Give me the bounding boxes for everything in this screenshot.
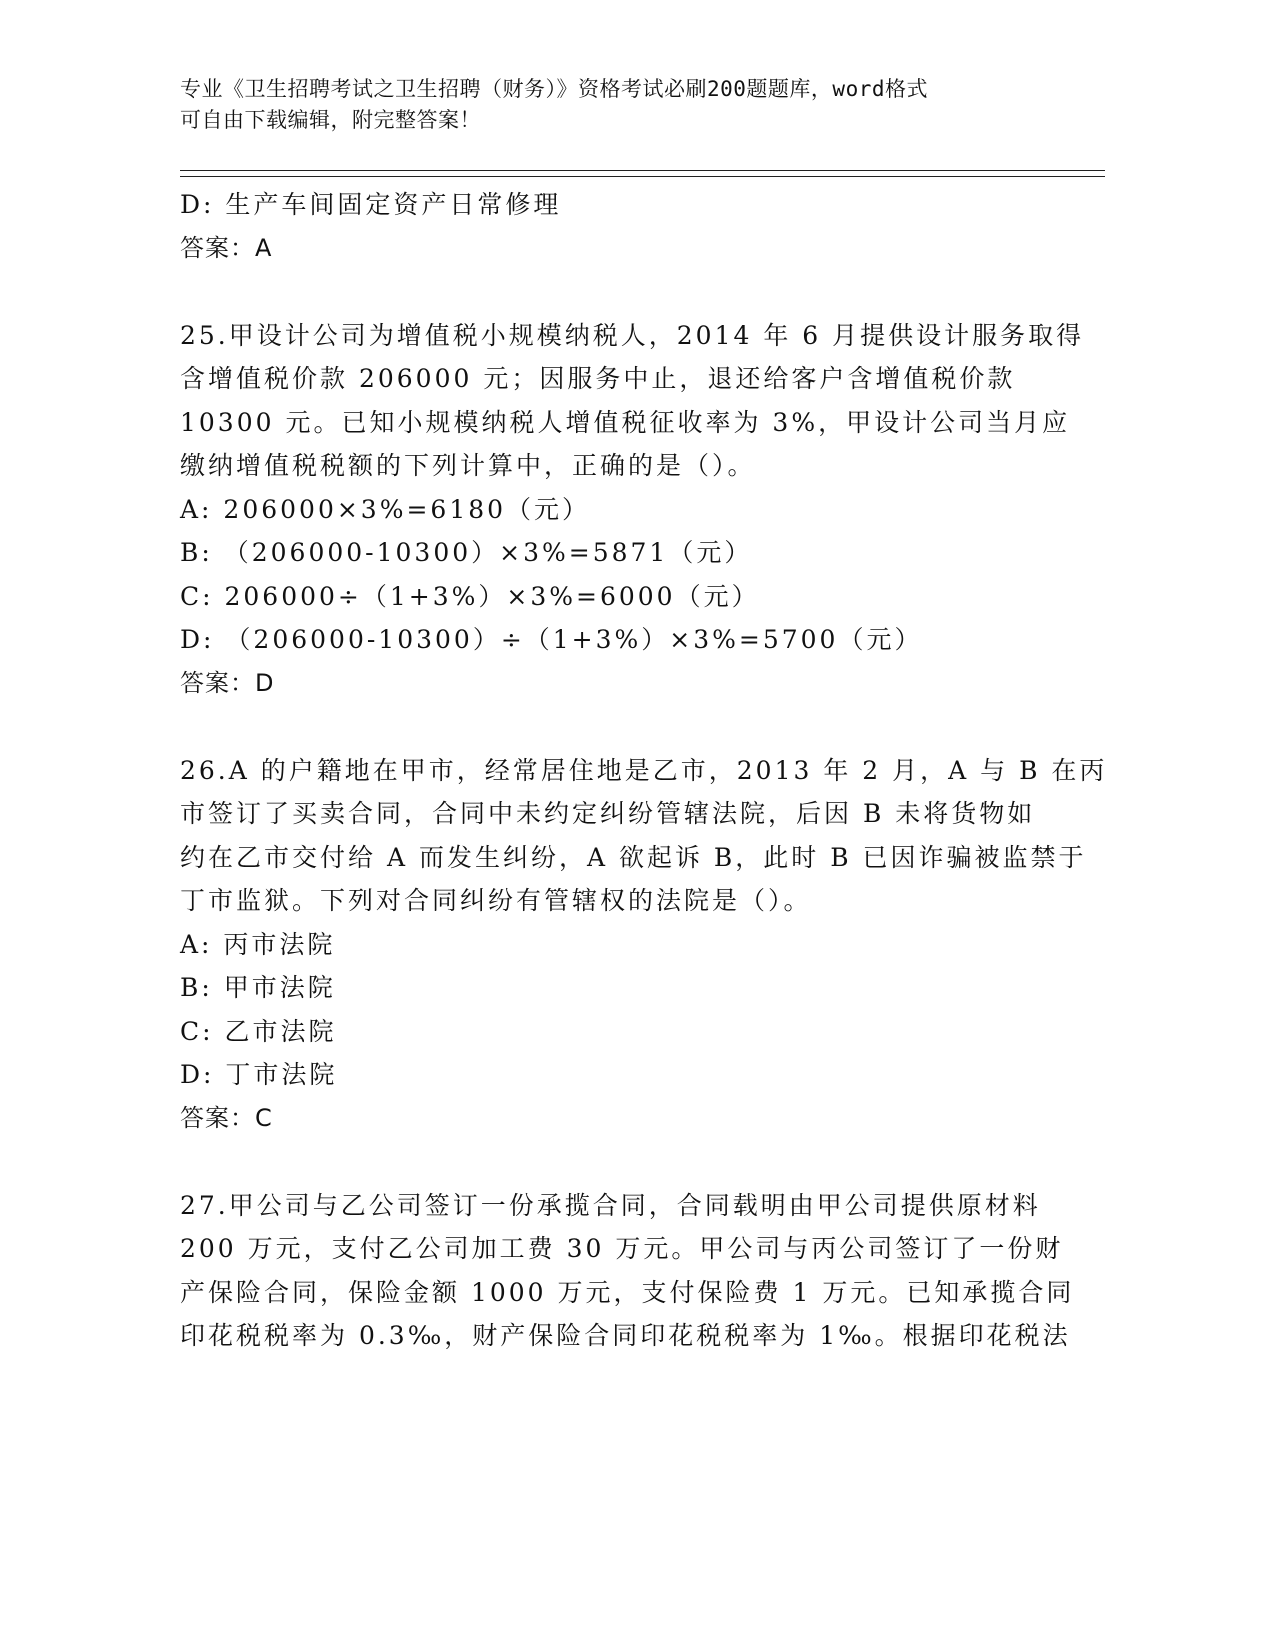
answer-label: 答案：C xyxy=(180,1103,273,1132)
question-text-line: 200 万元，支付乙公司加工费 30 万元。甲公司与丙公司签订了一份财 xyxy=(180,1234,1064,1263)
question-25 xyxy=(180,314,1100,706)
question-text-line: 10300 元。已知小规模纳税人增值税征收率为 3%，甲设计公司当月应 xyxy=(180,407,1071,437)
option-d: D: 生产车间固定资产日常修理 xyxy=(180,190,562,219)
option-c: C: 206000÷（1+3%）×3%=6000（元） xyxy=(180,581,760,611)
option-a: A: 206000×3%=6180（元） xyxy=(180,494,591,524)
header-line-2: 可自由下载编辑，附完整答案！ xyxy=(180,108,481,132)
option-b: B: （206000-10300）×3%=5871（元） xyxy=(180,538,753,567)
document-body xyxy=(180,183,1108,1358)
question-24-tail xyxy=(180,183,1100,270)
question-text-line: 含增值税价款 206000 元；因服务中止，退还给客户含增值税价款 xyxy=(180,364,1016,393)
header-line-1: 专业《卫生招聘考试之卫生招聘（财务）》资格考试必刷200题题库，word格式 xyxy=(180,77,928,101)
question-text-line: 26.A 的户籍地在甲市，经常居住地是乙市，2013 年 2 月，A 与 B 在丙 xyxy=(180,755,1108,785)
question-26 xyxy=(180,749,1108,1141)
header-double-rule xyxy=(180,170,1105,177)
question-text-line: 缴纳增值税税额的下列计算中，正确的是（）。 xyxy=(180,451,756,480)
question-27 xyxy=(180,1184,1100,1358)
option-d: D: 丁市法院 xyxy=(180,1060,338,1089)
page-header xyxy=(180,74,1060,136)
spacer xyxy=(180,705,1100,749)
option-d: D: （206000-10300）÷（1+3%）×3%=5700（元） xyxy=(180,625,923,654)
question-text-line: 市签订了买卖合同，合同中未约定纠纷管辖法院，后因 B 未将货物如 xyxy=(180,799,1036,828)
spacer xyxy=(180,270,1100,314)
question-text-line: 约在乙市交付给 A 而发生纠纷，A 欲起诉 B，此时 B 已因诈骗被监禁于 xyxy=(180,842,1087,872)
answer-label: 答案：A xyxy=(180,233,273,262)
question-text-line: 印花税税率为 0.3‰，财产保险合同印花税税率为 1‰。根据印花税法 xyxy=(180,1321,1071,1350)
spacer xyxy=(180,1140,1100,1184)
answer-label: 答案：D xyxy=(180,668,275,697)
question-text-line: 27.甲公司与乙公司签订一份承揽合同，合同载明由甲公司提供原材料 xyxy=(180,1190,1041,1220)
question-text-line: 产保险合同，保险金额 1000 万元，支付保险费 1 万元。已知承揽合同 xyxy=(180,1277,1075,1307)
option-a: A: 丙市法院 xyxy=(180,929,336,959)
question-text-line: 25.甲设计公司为增值税小规模纳税人，2014 年 6 月提供设计服务取得 xyxy=(180,320,1085,350)
option-c: C: 乙市法院 xyxy=(180,1016,337,1046)
question-text-line: 丁市监狱。下列对合同纠纷有管辖权的法院是（）。 xyxy=(180,886,812,915)
option-b: B: 甲市法院 xyxy=(180,973,336,1002)
